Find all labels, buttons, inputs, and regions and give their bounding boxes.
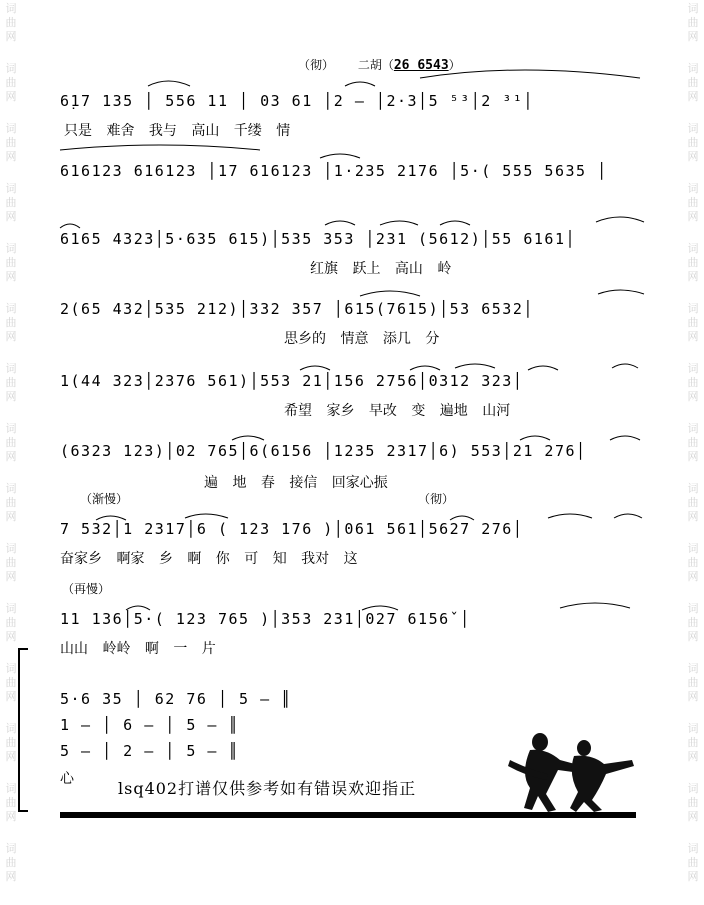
ending-line-2: 1 – │ 6 – │ 5 – ║ bbox=[60, 716, 240, 734]
watermark-glyph: 词 bbox=[687, 242, 699, 255]
watermark-glyph: 网 bbox=[687, 90, 699, 103]
slur bbox=[320, 154, 360, 158]
watermark-group bbox=[688, 62, 699, 104]
score-row-4: 2(65 432│535 212)│332 357 │615(7615)│53 6532│ bbox=[60, 300, 534, 318]
lyric-row-3: 红旗 跃上 高山 岭 bbox=[310, 261, 452, 277]
dancers-silhouette-icon bbox=[500, 730, 640, 812]
score-row-8: 11 136│5·( 123 765 )│353 231│027 6156ˇ│ bbox=[60, 610, 471, 628]
watermark-group bbox=[688, 422, 699, 464]
slur bbox=[360, 291, 420, 296]
watermark-glyph: 网 bbox=[687, 690, 699, 703]
watermark-glyph: 网 bbox=[5, 450, 17, 463]
score-row-3: 6165 4323│5·635 615)│535 353 │231 (5612)│55 6161│ bbox=[60, 230, 577, 248]
watermark-group bbox=[688, 242, 699, 284]
watermark-glyph: 词 bbox=[5, 302, 17, 315]
erhu-label: 二胡（ bbox=[357, 58, 394, 72]
watermark-glyph: 词 bbox=[5, 2, 17, 15]
watermark-glyph: 曲 bbox=[5, 556, 17, 569]
watermark-group bbox=[688, 362, 699, 404]
watermark-glyph: 词 bbox=[687, 722, 699, 735]
watermark-group bbox=[688, 542, 699, 584]
watermark-glyph: 网 bbox=[5, 570, 17, 583]
watermark-group bbox=[6, 362, 17, 404]
watermark-glyph: 曲 bbox=[5, 856, 17, 869]
watermark-glyph: 曲 bbox=[687, 496, 699, 509]
watermark-glyph: 曲 bbox=[687, 256, 699, 269]
watermark-glyph: 词 bbox=[5, 662, 17, 675]
watermark-group bbox=[6, 182, 17, 224]
score-row-1: 6̣17 135 │ 556 11 │ 03 61 │2 – │2·3│5 ⁵³│2 ³¹│ bbox=[60, 92, 534, 110]
watermark-glyph: 曲 bbox=[5, 316, 17, 329]
watermark-glyph: 词 bbox=[5, 122, 17, 135]
watermark-glyph: 词 bbox=[5, 782, 17, 795]
slur bbox=[325, 221, 355, 225]
slur bbox=[185, 514, 228, 518]
watermark-group bbox=[688, 842, 699, 884]
watermark-glyph: 曲 bbox=[5, 136, 17, 149]
watermark-glyph: 词 bbox=[687, 602, 699, 615]
watermark-glyph: 词 bbox=[687, 62, 699, 75]
erhu-notes: 26 6543 bbox=[393, 58, 449, 73]
watermark-glyph: 曲 bbox=[5, 76, 17, 89]
watermark-glyph: 词 bbox=[687, 422, 699, 435]
watermark-glyph: 词 bbox=[687, 2, 699, 15]
watermark-glyph: 网 bbox=[687, 270, 699, 283]
watermark-glyph: 曲 bbox=[687, 316, 699, 329]
watermark-glyph: 词 bbox=[687, 362, 699, 375]
watermark-glyph: 网 bbox=[5, 690, 17, 703]
slur bbox=[60, 224, 80, 228]
ending-line-3: 5 – │ 2 – │ 5 – ║ bbox=[60, 742, 240, 760]
watermark-right bbox=[682, 0, 704, 905]
watermark-glyph: 网 bbox=[687, 30, 699, 43]
watermark-group bbox=[6, 62, 17, 104]
watermark-glyph: 词 bbox=[687, 182, 699, 195]
watermark-glyph: 曲 bbox=[687, 436, 699, 449]
watermark-group bbox=[6, 782, 17, 824]
watermark-group bbox=[688, 2, 699, 44]
ending-line-1: 5·6 35 │ 62 76 │ 5 – ║ bbox=[60, 690, 292, 708]
watermark-glyph: 网 bbox=[5, 810, 17, 823]
lyric-row-5: 希望 家乡 早改 变 遍地 山河 bbox=[284, 403, 511, 419]
lyric-row-7: 奋家乡 啊家 乡 啊 你 可 知 我对 这 bbox=[60, 551, 358, 567]
system-bracket bbox=[18, 648, 28, 812]
watermark-glyph: 曲 bbox=[687, 736, 699, 749]
ending-lyric: 心 bbox=[60, 771, 74, 787]
credit-text: lsq402打谱仅供参考如有错误欢迎指正 bbox=[118, 779, 417, 798]
watermark-glyph: 曲 bbox=[687, 76, 699, 89]
watermark-glyph: 词 bbox=[5, 842, 17, 855]
watermark-glyph: 词 bbox=[5, 62, 17, 75]
watermark-glyph: 词 bbox=[687, 542, 699, 555]
watermark-glyph: 网 bbox=[687, 630, 699, 643]
watermark-glyph: 词 bbox=[687, 122, 699, 135]
watermark-glyph: 曲 bbox=[687, 616, 699, 629]
watermark-group bbox=[688, 302, 699, 344]
slur bbox=[610, 436, 640, 440]
watermark-glyph: 网 bbox=[687, 750, 699, 763]
watermark-glyph: 网 bbox=[687, 810, 699, 823]
slur bbox=[380, 221, 418, 225]
watermark-glyph: 词 bbox=[687, 842, 699, 855]
watermark-group bbox=[6, 242, 17, 284]
tempo-marking-slower: （再慢） bbox=[62, 582, 111, 596]
watermark-glyph: 网 bbox=[5, 30, 17, 43]
watermark-glyph: 网 bbox=[5, 150, 17, 163]
watermark-glyph: 曲 bbox=[5, 796, 17, 809]
watermark-glyph: 网 bbox=[5, 390, 17, 403]
watermark-glyph: 曲 bbox=[5, 736, 17, 749]
watermark-glyph: 曲 bbox=[5, 616, 17, 629]
tempo-marking-gradual-slow: （渐慢） bbox=[80, 492, 129, 506]
watermark-group bbox=[6, 662, 17, 704]
slur bbox=[148, 81, 190, 86]
watermark-glyph: 曲 bbox=[687, 556, 699, 569]
slur bbox=[300, 366, 330, 370]
slur bbox=[440, 221, 470, 225]
watermark-glyph: 词 bbox=[5, 242, 17, 255]
slur bbox=[345, 82, 375, 86]
watermark-glyph: 曲 bbox=[5, 676, 17, 689]
slur bbox=[612, 364, 638, 368]
header-marking: （彻） bbox=[298, 58, 335, 72]
watermark-group bbox=[6, 2, 17, 44]
watermark-glyph: 曲 bbox=[687, 196, 699, 209]
watermark-group bbox=[6, 302, 17, 344]
footer-bar bbox=[60, 812, 636, 818]
slur bbox=[455, 364, 495, 368]
watermark-glyph: 网 bbox=[5, 510, 17, 523]
watermark-group bbox=[6, 842, 17, 884]
watermark-glyph: 曲 bbox=[5, 16, 17, 29]
score-row-7: 7 532│1 2317│6 ( 123 176 )│061 561│5627 276│ bbox=[60, 520, 524, 538]
watermark-glyph: 曲 bbox=[687, 676, 699, 689]
watermark-group bbox=[688, 722, 699, 764]
watermark-glyph: 网 bbox=[5, 210, 17, 223]
watermark-glyph: 词 bbox=[5, 422, 17, 435]
watermark-glyph: 曲 bbox=[687, 796, 699, 809]
watermark-group bbox=[6, 422, 17, 464]
watermark-glyph: 曲 bbox=[687, 136, 699, 149]
watermark-group bbox=[6, 602, 17, 644]
watermark-glyph: 网 bbox=[5, 90, 17, 103]
watermark-glyph: 网 bbox=[687, 510, 699, 523]
watermark-glyph: 网 bbox=[5, 750, 17, 763]
watermark-group bbox=[688, 482, 699, 524]
slur bbox=[60, 145, 260, 150]
slur bbox=[560, 603, 630, 608]
watermark-glyph: 曲 bbox=[687, 856, 699, 869]
slur bbox=[520, 436, 550, 440]
score-row-2: 616123 616123 │17 616123 │1·235 2176 │5·( 555 5635 │ bbox=[60, 162, 608, 180]
watermark-group bbox=[6, 722, 17, 764]
watermark-group bbox=[688, 602, 699, 644]
watermark-glyph: 曲 bbox=[5, 256, 17, 269]
watermark-glyph: 网 bbox=[5, 630, 17, 643]
watermark-glyph: 网 bbox=[5, 330, 17, 343]
watermark-group bbox=[688, 662, 699, 704]
watermark-glyph: 词 bbox=[5, 602, 17, 615]
slur bbox=[528, 366, 558, 370]
watermark-glyph: 词 bbox=[687, 482, 699, 495]
watermark-glyph: 网 bbox=[687, 390, 699, 403]
slur bbox=[232, 436, 264, 440]
watermark-group bbox=[688, 182, 699, 224]
lyric-row-8: 山山 岭岭 啊 一 片 bbox=[60, 641, 216, 657]
watermark-group bbox=[6, 482, 17, 524]
watermark-glyph: 网 bbox=[687, 450, 699, 463]
watermark-glyph: 曲 bbox=[5, 196, 17, 209]
watermark-glyph: 网 bbox=[687, 870, 699, 883]
watermark-glyph: 网 bbox=[687, 330, 699, 343]
erhu-close: ） bbox=[448, 58, 461, 72]
watermark-glyph: 词 bbox=[5, 482, 17, 495]
tempo-marking-che: （彻） bbox=[418, 492, 455, 506]
slur bbox=[614, 514, 642, 518]
watermark-group bbox=[6, 122, 17, 164]
watermark-glyph: 词 bbox=[5, 722, 17, 735]
lyric-row-4: 思乡的 情意 添几 分 bbox=[284, 331, 440, 347]
watermark-glyph: 网 bbox=[687, 210, 699, 223]
watermark-glyph: 词 bbox=[687, 302, 699, 315]
score-row-6: (6323 123)│02 765│6(6156 │1235 2317│6) 553│21 276│ bbox=[60, 442, 587, 460]
watermark-glyph: 词 bbox=[687, 662, 699, 675]
watermark-glyph: 曲 bbox=[687, 376, 699, 389]
watermark-glyph: 曲 bbox=[5, 376, 17, 389]
score-header bbox=[298, 56, 461, 73]
slur bbox=[598, 290, 644, 294]
slur bbox=[596, 217, 644, 222]
slur bbox=[410, 366, 440, 370]
watermark-glyph: 词 bbox=[5, 362, 17, 375]
watermark-group bbox=[6, 542, 17, 584]
watermark-glyph: 网 bbox=[5, 870, 17, 883]
watermark-glyph: 曲 bbox=[687, 16, 699, 29]
watermark-glyph: 词 bbox=[5, 542, 17, 555]
watermark-group bbox=[688, 782, 699, 824]
lyric-row-1: 只是 难舍 我与 高山 千缕 情 bbox=[64, 123, 291, 139]
slur bbox=[548, 514, 592, 518]
watermark-glyph: 网 bbox=[687, 150, 699, 163]
lyric-row-6: 遍 地 春 接信 回家心振 bbox=[204, 475, 388, 491]
watermark-glyph: 词 bbox=[5, 182, 17, 195]
score-row-5: 1(44 323│2376 561)│553 21│156 2756│0312 323│ bbox=[60, 372, 524, 390]
watermark-glyph: 网 bbox=[5, 270, 17, 283]
watermark-glyph: 曲 bbox=[5, 496, 17, 509]
watermark-glyph: 词 bbox=[687, 782, 699, 795]
watermark-glyph: 曲 bbox=[5, 436, 17, 449]
watermark-glyph: 网 bbox=[687, 570, 699, 583]
watermark-group bbox=[688, 122, 699, 164]
